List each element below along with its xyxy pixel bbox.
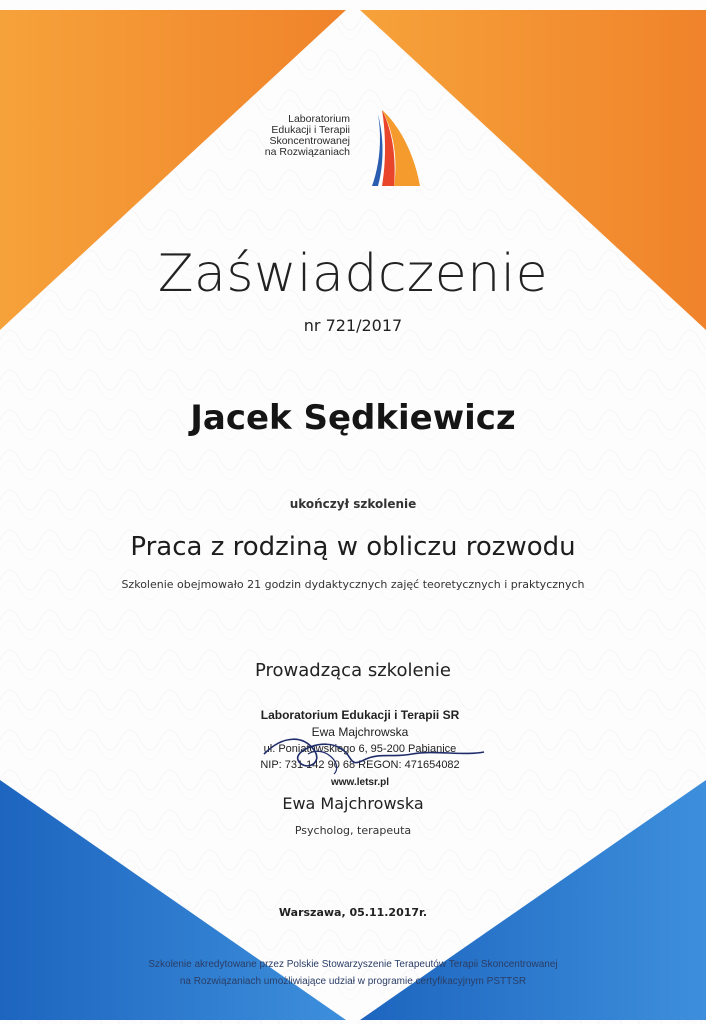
stamp-ids: NIP: 731 142 90 68 REGON: 471654082 [260, 759, 460, 771]
footer-line-1: Szkolenie akredytowane przez Polskie Stowarzyszenie Terapeutów Terapii Skoncentrowanej [148, 959, 558, 970]
stamp-person: Ewa Majchrowska [311, 725, 409, 739]
signer-name: Ewa Majchrowska [282, 794, 424, 813]
completed-label: ukończył szkolenie [289, 497, 417, 511]
logo-text [230, 114, 350, 158]
certificate-title: Zaświadczenie [157, 244, 549, 304]
signer-role: Psycholog, terapeuta [294, 824, 412, 837]
handwritten-signature [244, 724, 494, 784]
stamp-web: www.letsr.pl [331, 777, 389, 788]
logo-line-4: na Rozwiązaniach [264, 146, 350, 158]
certificate-number: nr 721/2017 [303, 316, 403, 335]
place-and-date: Warszawa, 05.11.2017r. [278, 906, 428, 919]
logo-line-2: Edukacji i Terapii [271, 124, 350, 136]
course-title: Praca z rodziną w obliczu rozwodu [130, 532, 576, 562]
course-hours: Szkolenie obejmowało 21 godzin dydaktycznych zajęć teoretycznych i praktycznych [121, 578, 585, 591]
logo-line-3: Skoncentrowanej [269, 135, 350, 147]
trainer-label: Prowadząca szkolenie [254, 660, 452, 681]
footer-line-2: na Rozwiązaniach umożliwiające udział w programie certyfikacyjnym PSTTSR [179, 976, 527, 987]
sail-logo-icon [368, 104, 438, 192]
logo-line-1: Laboratorium [288, 113, 350, 125]
recipient-name: Jacek Sędkiewicz [190, 398, 516, 438]
stamp-org: Laboratorium Edukacji i Terapii SR [260, 708, 460, 722]
accreditation-footer [80, 956, 626, 990]
organization-logo [264, 104, 442, 194]
stamp-address: ul. Poniatowskiego 6, 95-200 Pabianice [263, 743, 457, 755]
